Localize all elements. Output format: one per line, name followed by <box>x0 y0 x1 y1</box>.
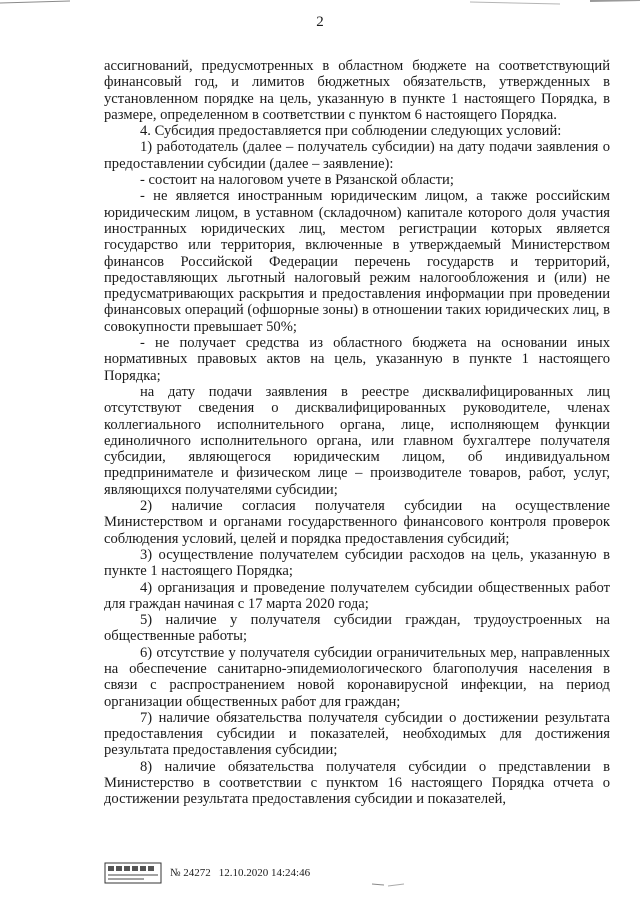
paragraph-no-other-budget-funds: - не получает средства из областного бюджета на основании иных нормативных правовых актов на цель, указанную в пункте 1 настоящего Порядка; <box>104 335 610 384</box>
paragraph-not-foreign-entity: - не является иностранным юридическим лицом, а также российским юридическим лицом, в уставном (складочном) капитале которого доля участия иностранных юридических лиц, местом регистрации которых является государство или территория, включенные в утверждаемый Министерством финансов Российской Федерации перечень государств и территорий, предоставляющих льготный налоговый режим налогообложения и (или) не предусматривающих раскрытия и предоставления информации при проведении финансовых операций (офшорные зоны) в отношении таких юридических лиц, в совокупности превышает 50%; <box>104 188 610 335</box>
paragraph-condition-8: 8) наличие обязательства получателя субсидии о представлении в Министерство в соответствии с пунктом 16 настоящего Порядка отчета о достижении результата предоставления субсидии и показателей, <box>104 758 610 808</box>
document-footer <box>104 862 310 884</box>
paragraph-tax-registration: - состоит на налоговом учете в Рязанской области; <box>140 172 454 189</box>
page-number: 2 <box>316 14 324 30</box>
paragraph-continuation: ассигнований, предусмотренных в областном бюджете на соответствующий финансовый год, и лимитов бюджетных обязательств, утвержденных в установленном порядке на цель, указанную в пункте 1 настоящего Порядка, в размере, определенном в соответствии с пунктом 6 настоящего Порядка. <box>104 58 610 123</box>
registration-datetime: 12.10.2020 14:24:46 <box>218 867 311 879</box>
paragraph-condition-5: 5) наличие у получателя субсидии граждан, трудоустроенных на общественные работы; <box>104 612 610 645</box>
document-registry-stamp-icon <box>104 862 162 884</box>
registration-number: № 24272 <box>170 867 211 879</box>
paragraph-condition-4: 4) организация и проведение получателем субсидии общественных работ для граждан начиная с 17 марта 2020 года; <box>104 579 610 612</box>
paragraph-clause-4: 4. Субсидия предоставляется при соблюдении следующих условий: <box>140 123 562 140</box>
paragraph-disqualified-registry: на дату подачи заявления в реестре дисквалифицированных лиц отсутствуют сведения о дисквалифицированных руководителе, членах коллегиального исполнительного органа, лице, исполняющем функции единоличного исполнительного органа, или главном бухгалтере получателя субсидии, являющегося юридическим лицом, об индивидуальном предпринимателе и физическом лице – производителе товаров, работ, услуг, являющихся получателями субсидии; <box>104 383 610 498</box>
paragraph-condition-1: 1) работодатель (далее – получатель субсидии) на дату подачи заявления о предоставлении субсидии (далее – заявление): <box>104 139 610 172</box>
document-body <box>104 58 610 808</box>
paragraph-condition-6: 6) отсутствие у получателя субсидии ограничительных мер, направленных на обеспечение санитарно-эпидемиологического благополучия населения в связи с распространением новой коронавирусной инфекции, на период организации общественных работ для граждан; <box>104 644 610 710</box>
paragraph-condition-7: 7) наличие обязательства получателя субсидии о достижении результата предоставления субсидии и показателей, необходимых для достижения результата предоставления субсидии; <box>104 709 610 759</box>
scan-noise-bottom <box>370 880 410 890</box>
scan-noise-top <box>0 0 640 12</box>
paragraph-condition-3: 3) осуществление получателем субсидии расходов на цель, указанную в пункте 1 настоящего Порядка; <box>104 546 610 580</box>
paragraph-condition-2: 2) наличие согласия получателя субсидии на осуществление Министерством и органами государственного финансового контроля проверок соблюдения условий, целей и порядка предоставления субсидий; <box>104 498 610 547</box>
